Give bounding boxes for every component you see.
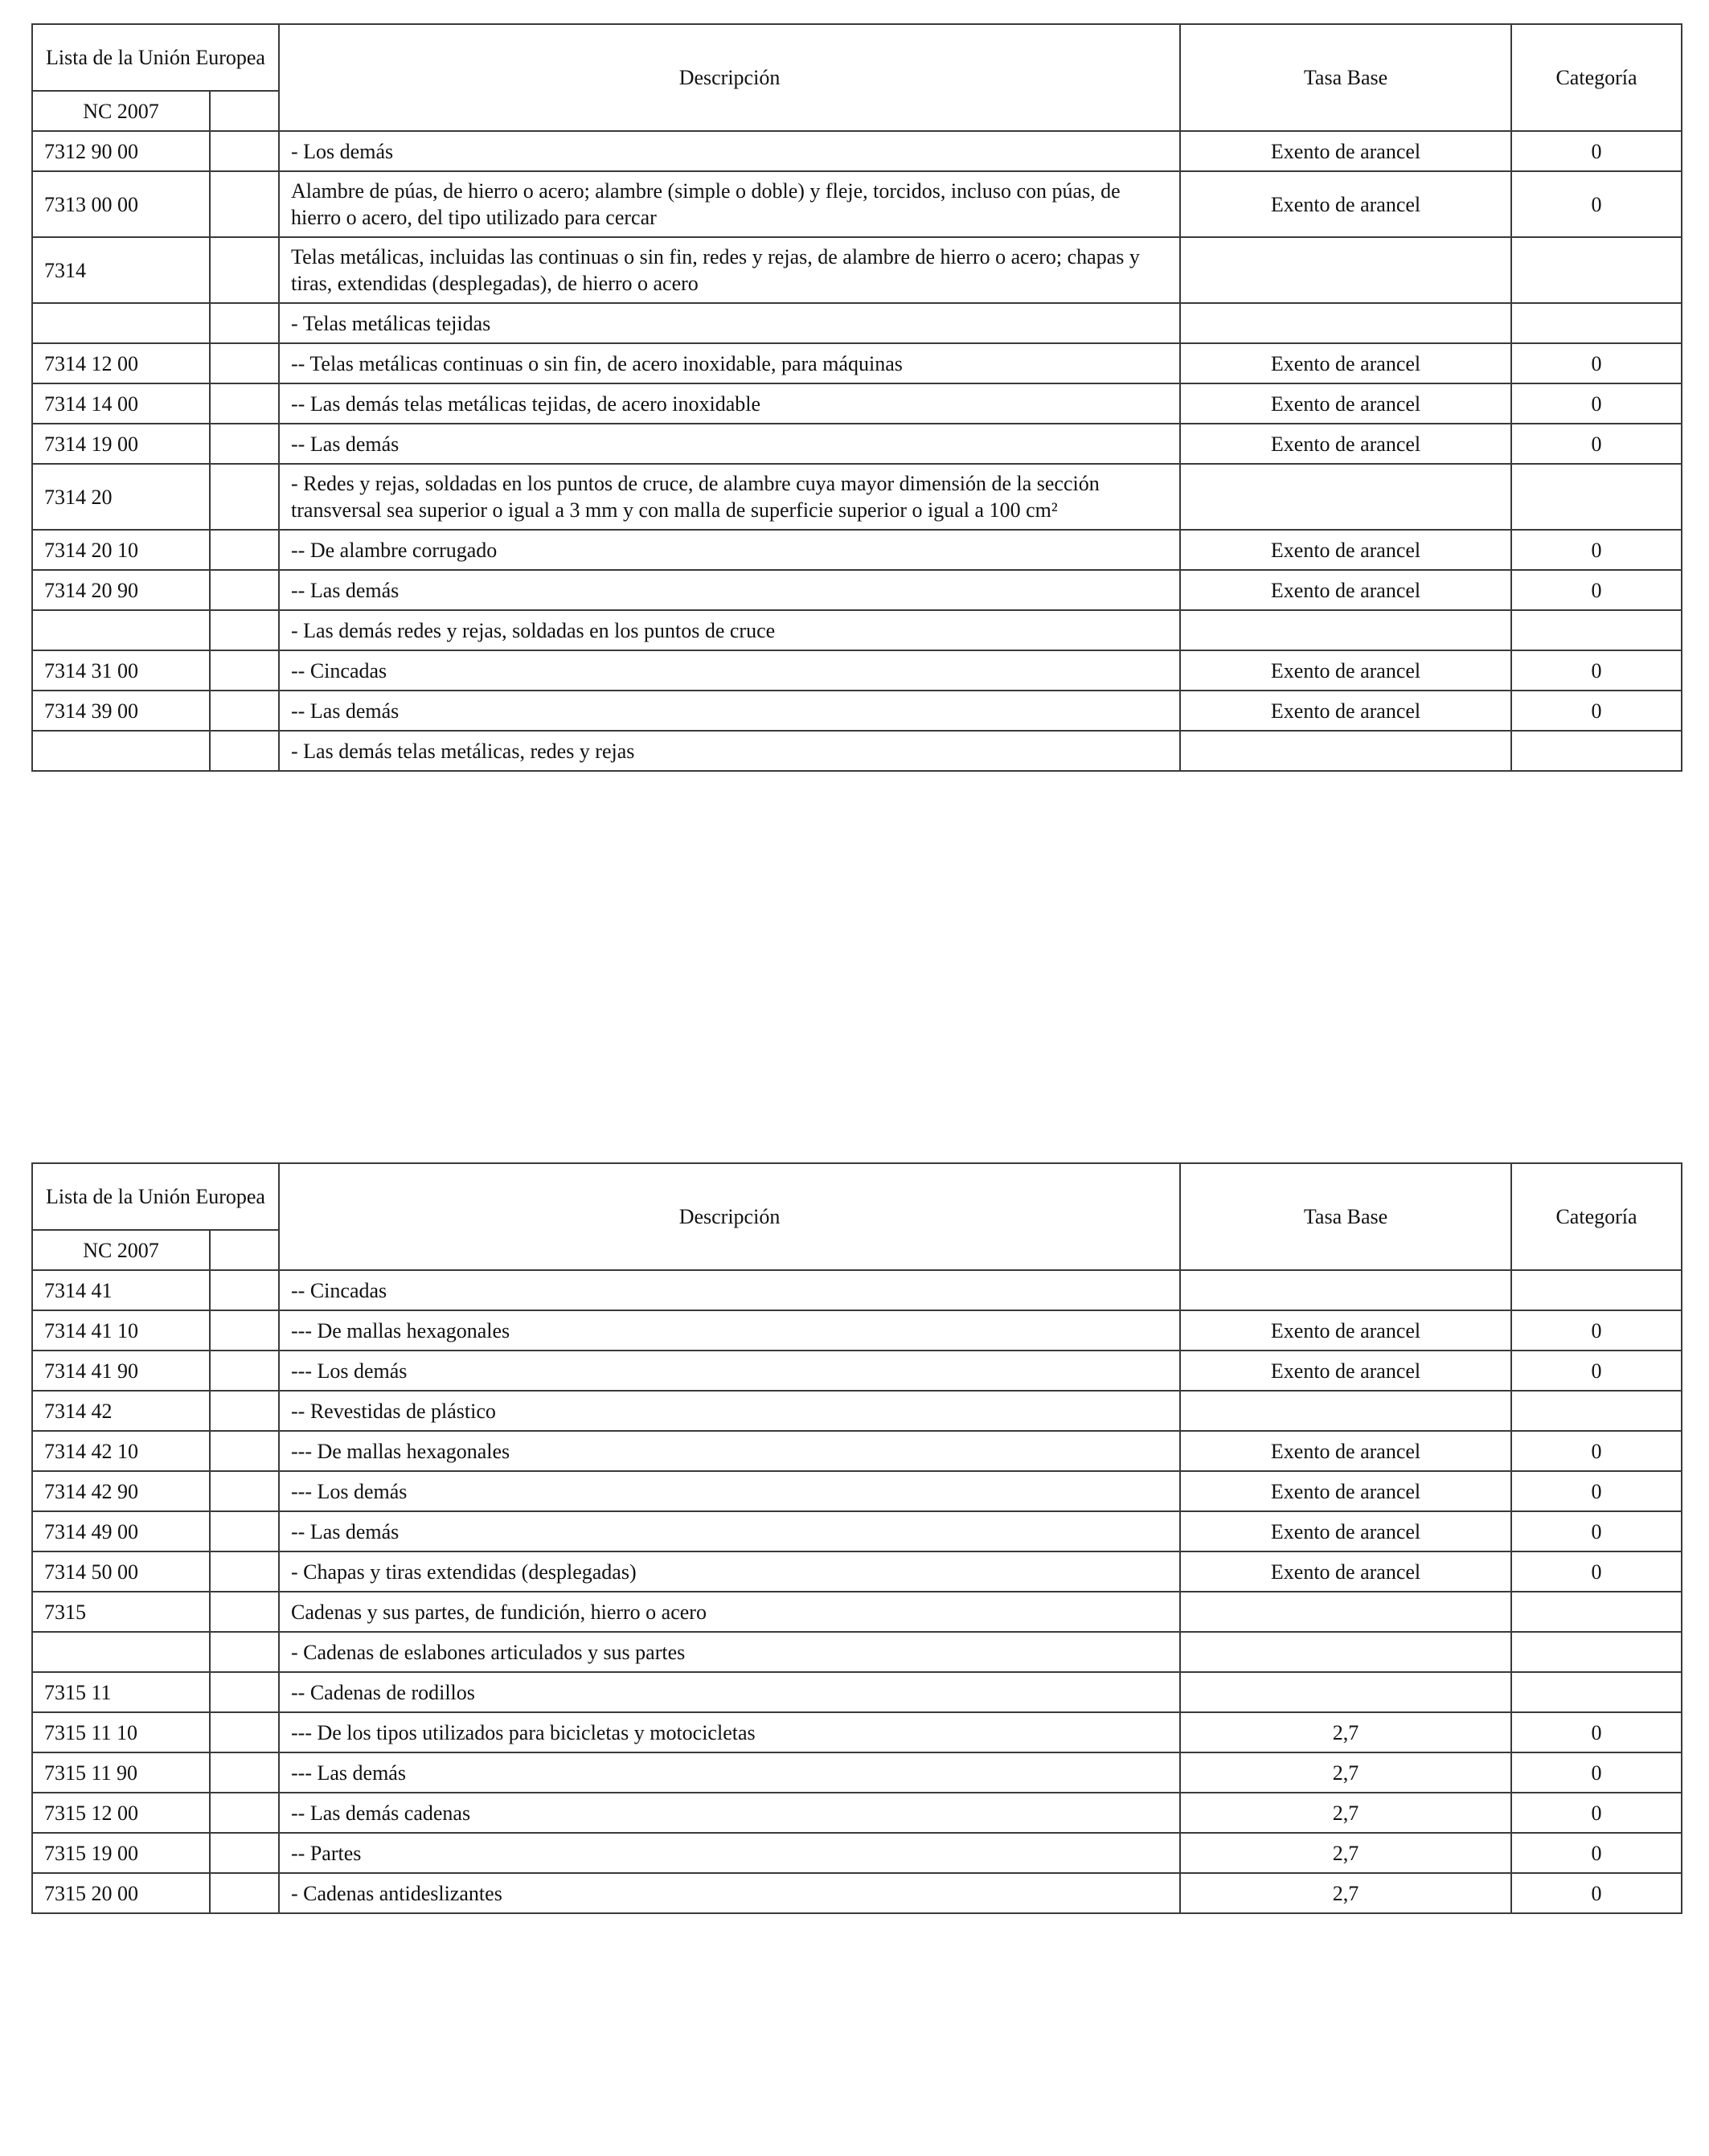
rate-cell — [1180, 1270, 1511, 1310]
empty-cell — [210, 1310, 279, 1351]
nc-header: NC 2007 — [32, 1230, 210, 1270]
rate-cell: 2,7 — [1180, 1793, 1511, 1833]
table-row — [32, 1793, 1682, 1833]
table-row — [32, 570, 1682, 610]
header-empty-cell — [210, 91, 279, 131]
code-cell: 7315 11 — [32, 1672, 210, 1712]
table-row — [32, 424, 1682, 464]
empty-cell — [210, 343, 279, 383]
description-cell: - Cadenas de eslabones articulados y sus partes — [279, 1632, 1180, 1672]
empty-cell — [210, 691, 279, 731]
category-cell: 0 — [1511, 1833, 1682, 1873]
rate-cell — [1180, 610, 1511, 650]
code-cell: 7314 19 00 — [32, 424, 210, 464]
rate-cell: 2,7 — [1180, 1712, 1511, 1752]
category-header: Categoría — [1511, 24, 1682, 131]
code-cell: 7315 11 10 — [32, 1712, 210, 1752]
category-cell: 0 — [1511, 570, 1682, 610]
rate-cell: Exento de arancel — [1180, 171, 1511, 237]
table-row — [32, 1873, 1682, 1913]
rate-cell: Exento de arancel — [1180, 1431, 1511, 1471]
code-cell: 7314 20 90 — [32, 570, 210, 610]
category-cell: 0 — [1511, 1351, 1682, 1391]
nc-header: NC 2007 — [32, 91, 210, 131]
description-cell: - Las demás redes y rejas, soldadas en los puntos de cruce — [279, 610, 1180, 650]
code-cell: 7314 42 — [32, 1391, 210, 1431]
description-cell: -- Las demás — [279, 691, 1180, 731]
table-row — [32, 303, 1682, 343]
category-cell — [1511, 464, 1682, 530]
code-cell: 7314 39 00 — [32, 691, 210, 731]
category-cell: 0 — [1511, 1511, 1682, 1551]
category-cell — [1511, 1592, 1682, 1632]
description-cell: - Los demás — [279, 131, 1180, 171]
table-row — [32, 1351, 1682, 1391]
code-cell: 7314 20 — [32, 464, 210, 530]
table-row — [32, 1592, 1682, 1632]
table-row — [32, 1310, 1682, 1351]
category-cell: 0 — [1511, 424, 1682, 464]
description-cell: - Las demás telas metálicas, redes y rejas — [279, 731, 1180, 771]
description-cell: --- De mallas hexagonales — [279, 1310, 1180, 1351]
code-cell: 7313 00 00 — [32, 171, 210, 237]
category-cell: 0 — [1511, 1471, 1682, 1511]
code-cell: 7315 — [32, 1592, 210, 1632]
rate-cell: Exento de arancel — [1180, 1471, 1511, 1511]
table-row — [32, 1752, 1682, 1793]
empty-cell — [210, 1632, 279, 1672]
code-cell — [32, 303, 210, 343]
category-cell — [1511, 731, 1682, 771]
table-row — [32, 530, 1682, 570]
code-cell: 7315 12 00 — [32, 1793, 210, 1833]
header-empty-cell — [210, 1230, 279, 1270]
code-cell — [32, 1632, 210, 1672]
description-cell: -- Telas metálicas continuas o sin fin, de acero inoxidable, para máquinas — [279, 343, 1180, 383]
table-row — [32, 171, 1682, 237]
table-row — [32, 650, 1682, 691]
description-cell: -- Las demás — [279, 1511, 1180, 1551]
rate-cell: Exento de arancel — [1180, 424, 1511, 464]
description-cell: -- Las demás telas metálicas tejidas, de acero inoxidable — [279, 383, 1180, 424]
rate-cell: Exento de arancel — [1180, 343, 1511, 383]
empty-cell — [210, 1431, 279, 1471]
rate-header: Tasa Base — [1180, 1163, 1511, 1270]
rate-cell: Exento de arancel — [1180, 1310, 1511, 1351]
code-cell: 7314 42 90 — [32, 1471, 210, 1511]
header-row — [32, 1163, 1682, 1230]
category-cell: 0 — [1511, 691, 1682, 731]
code-cell: 7314 41 — [32, 1270, 210, 1310]
category-cell: 0 — [1511, 1431, 1682, 1471]
header-row — [32, 24, 1682, 91]
table-body — [32, 1270, 1682, 1913]
rate-cell: Exento de arancel — [1180, 383, 1511, 424]
empty-cell — [210, 1391, 279, 1431]
rate-cell — [1180, 237, 1511, 303]
rate-cell: Exento de arancel — [1180, 1511, 1511, 1551]
code-cell: 7315 19 00 — [32, 1833, 210, 1873]
category-cell: 0 — [1511, 650, 1682, 691]
category-cell — [1511, 1391, 1682, 1431]
rate-cell — [1180, 464, 1511, 530]
table-row — [32, 131, 1682, 171]
empty-cell — [210, 1672, 279, 1712]
description-cell: - Chapas y tiras extendidas (desplegadas) — [279, 1551, 1180, 1592]
description-cell: --- De los tipos utilizados para bicicletas y motocicletas — [279, 1712, 1180, 1752]
table-row — [32, 1511, 1682, 1551]
description-cell: -- Cincadas — [279, 1270, 1180, 1310]
code-cell: 7314 49 00 — [32, 1511, 210, 1551]
description-cell: --- Los demás — [279, 1471, 1180, 1511]
table-row — [32, 343, 1682, 383]
description-cell: --- De mallas hexagonales — [279, 1431, 1180, 1471]
table-row — [32, 1833, 1682, 1873]
table-row — [32, 1712, 1682, 1752]
table-row — [32, 1391, 1682, 1431]
rate-cell: Exento de arancel — [1180, 650, 1511, 691]
description-cell: - Redes y rejas, soldadas en los puntos de cruce, de alambre cuya mayor dimensión de la sección transversal sea superior o igual a 3 mm y con malla de superficie superior o igual a 100 cm² — [279, 464, 1180, 530]
empty-cell — [210, 1833, 279, 1873]
category-cell — [1511, 1270, 1682, 1310]
empty-cell — [210, 570, 279, 610]
code-cell: 7315 20 00 — [32, 1873, 210, 1913]
rate-cell: 2,7 — [1180, 1752, 1511, 1793]
table-row — [32, 1471, 1682, 1511]
empty-cell — [210, 731, 279, 771]
code-cell: 7314 50 00 — [32, 1551, 210, 1592]
code-cell: 7314 31 00 — [32, 650, 210, 691]
table-row — [32, 1551, 1682, 1592]
empty-cell — [210, 650, 279, 691]
rate-cell — [1180, 1391, 1511, 1431]
empty-cell — [210, 610, 279, 650]
empty-cell — [210, 1793, 279, 1833]
code-cell — [32, 731, 210, 771]
table-row — [32, 1270, 1682, 1310]
description-cell: --- Las demás — [279, 1752, 1180, 1793]
description-cell: - Telas metálicas tejidas — [279, 303, 1180, 343]
table-row — [32, 610, 1682, 650]
rate-cell — [1180, 1592, 1511, 1632]
description-cell: -- Cincadas — [279, 650, 1180, 691]
description-cell: -- De alambre corrugado — [279, 530, 1180, 570]
category-cell: 0 — [1511, 383, 1682, 424]
category-cell: 0 — [1511, 530, 1682, 570]
description-cell: -- Las demás — [279, 424, 1180, 464]
description-cell: -- Las demás — [279, 570, 1180, 610]
category-cell — [1511, 237, 1682, 303]
description-cell: -- Las demás cadenas — [279, 1793, 1180, 1833]
empty-cell — [210, 1752, 279, 1793]
category-cell — [1511, 303, 1682, 343]
rate-cell — [1180, 303, 1511, 343]
code-cell: 7314 12 00 — [32, 343, 210, 383]
description-cell: Alambre de púas, de hierro o acero; alambre (simple o doble) y fleje, torcidos, incluso con púas, de hierro o acero, del tipo utilizado para cercar — [279, 171, 1180, 237]
table-row — [32, 383, 1682, 424]
rate-cell — [1180, 731, 1511, 771]
empty-cell — [210, 1511, 279, 1551]
description-cell: -- Partes — [279, 1833, 1180, 1873]
category-cell: 0 — [1511, 1793, 1682, 1833]
rate-cell: Exento de arancel — [1180, 131, 1511, 171]
empty-cell — [210, 464, 279, 530]
empty-cell — [210, 131, 279, 171]
table-row — [32, 1632, 1682, 1672]
table-row — [32, 464, 1682, 530]
rate-cell: 2,7 — [1180, 1833, 1511, 1873]
category-cell — [1511, 1632, 1682, 1672]
empty-cell — [210, 303, 279, 343]
empty-cell — [210, 1270, 279, 1310]
tariff-table-bottom — [31, 1162, 1682, 1914]
description-cell: - Cadenas antideslizantes — [279, 1873, 1180, 1913]
description-cell: Cadenas y sus partes, de fundición, hierro o acero — [279, 1592, 1180, 1632]
description-cell: -- Cadenas de rodillos — [279, 1672, 1180, 1712]
empty-cell — [210, 383, 279, 424]
category-cell: 0 — [1511, 171, 1682, 237]
empty-cell — [210, 424, 279, 464]
rate-cell — [1180, 1632, 1511, 1672]
tariff-table-top — [31, 23, 1682, 772]
empty-cell — [210, 530, 279, 570]
table-row — [32, 1431, 1682, 1471]
empty-cell — [210, 1471, 279, 1511]
code-cell: 7315 11 90 — [32, 1752, 210, 1793]
rate-cell: 2,7 — [1180, 1873, 1511, 1913]
empty-cell — [210, 237, 279, 303]
empty-cell — [210, 1351, 279, 1391]
rate-cell — [1180, 1672, 1511, 1712]
category-cell — [1511, 610, 1682, 650]
list-header: Lista de la Unión Europea — [32, 1163, 279, 1230]
code-cell: 7314 14 00 — [32, 383, 210, 424]
table-row — [32, 731, 1682, 771]
table-row — [32, 1672, 1682, 1712]
table-row — [32, 237, 1682, 303]
code-cell: 7314 — [32, 237, 210, 303]
rate-cell: Exento de arancel — [1180, 691, 1511, 731]
category-cell: 0 — [1511, 1752, 1682, 1793]
category-cell: 0 — [1511, 1712, 1682, 1752]
code-cell: 7314 42 10 — [32, 1431, 210, 1471]
category-cell — [1511, 1672, 1682, 1712]
category-cell: 0 — [1511, 1310, 1682, 1351]
description-cell: --- Los demás — [279, 1351, 1180, 1391]
description-header: Descripción — [279, 1163, 1180, 1270]
category-cell: 0 — [1511, 343, 1682, 383]
rate-cell: Exento de arancel — [1180, 1351, 1511, 1391]
empty-cell — [210, 171, 279, 237]
code-cell: 7314 41 90 — [32, 1351, 210, 1391]
code-cell: 7314 20 10 — [32, 530, 210, 570]
category-header: Categoría — [1511, 1163, 1682, 1270]
category-cell: 0 — [1511, 131, 1682, 171]
rate-cell: Exento de arancel — [1180, 570, 1511, 610]
rate-header: Tasa Base — [1180, 24, 1511, 131]
description-cell: Telas metálicas, incluidas las continuas o sin fin, redes y rejas, de alambre de hierro o acero; chapas y tiras, extendidas (desplegadas), de hierro o acero — [279, 237, 1180, 303]
code-cell — [32, 610, 210, 650]
table-body — [32, 131, 1682, 771]
rate-cell: Exento de arancel — [1180, 530, 1511, 570]
rate-cell: Exento de arancel — [1180, 1551, 1511, 1592]
description-header: Descripción — [279, 24, 1180, 131]
category-cell: 0 — [1511, 1873, 1682, 1913]
description-cell: -- Revestidas de plástico — [279, 1391, 1180, 1431]
empty-cell — [210, 1873, 279, 1913]
table-row — [32, 691, 1682, 731]
empty-cell — [210, 1592, 279, 1632]
category-cell: 0 — [1511, 1551, 1682, 1592]
code-cell: 7314 41 10 — [32, 1310, 210, 1351]
empty-cell — [210, 1712, 279, 1752]
list-header: Lista de la Unión Europea — [32, 24, 279, 91]
code-cell: 7312 90 00 — [32, 131, 210, 171]
empty-cell — [210, 1551, 279, 1592]
